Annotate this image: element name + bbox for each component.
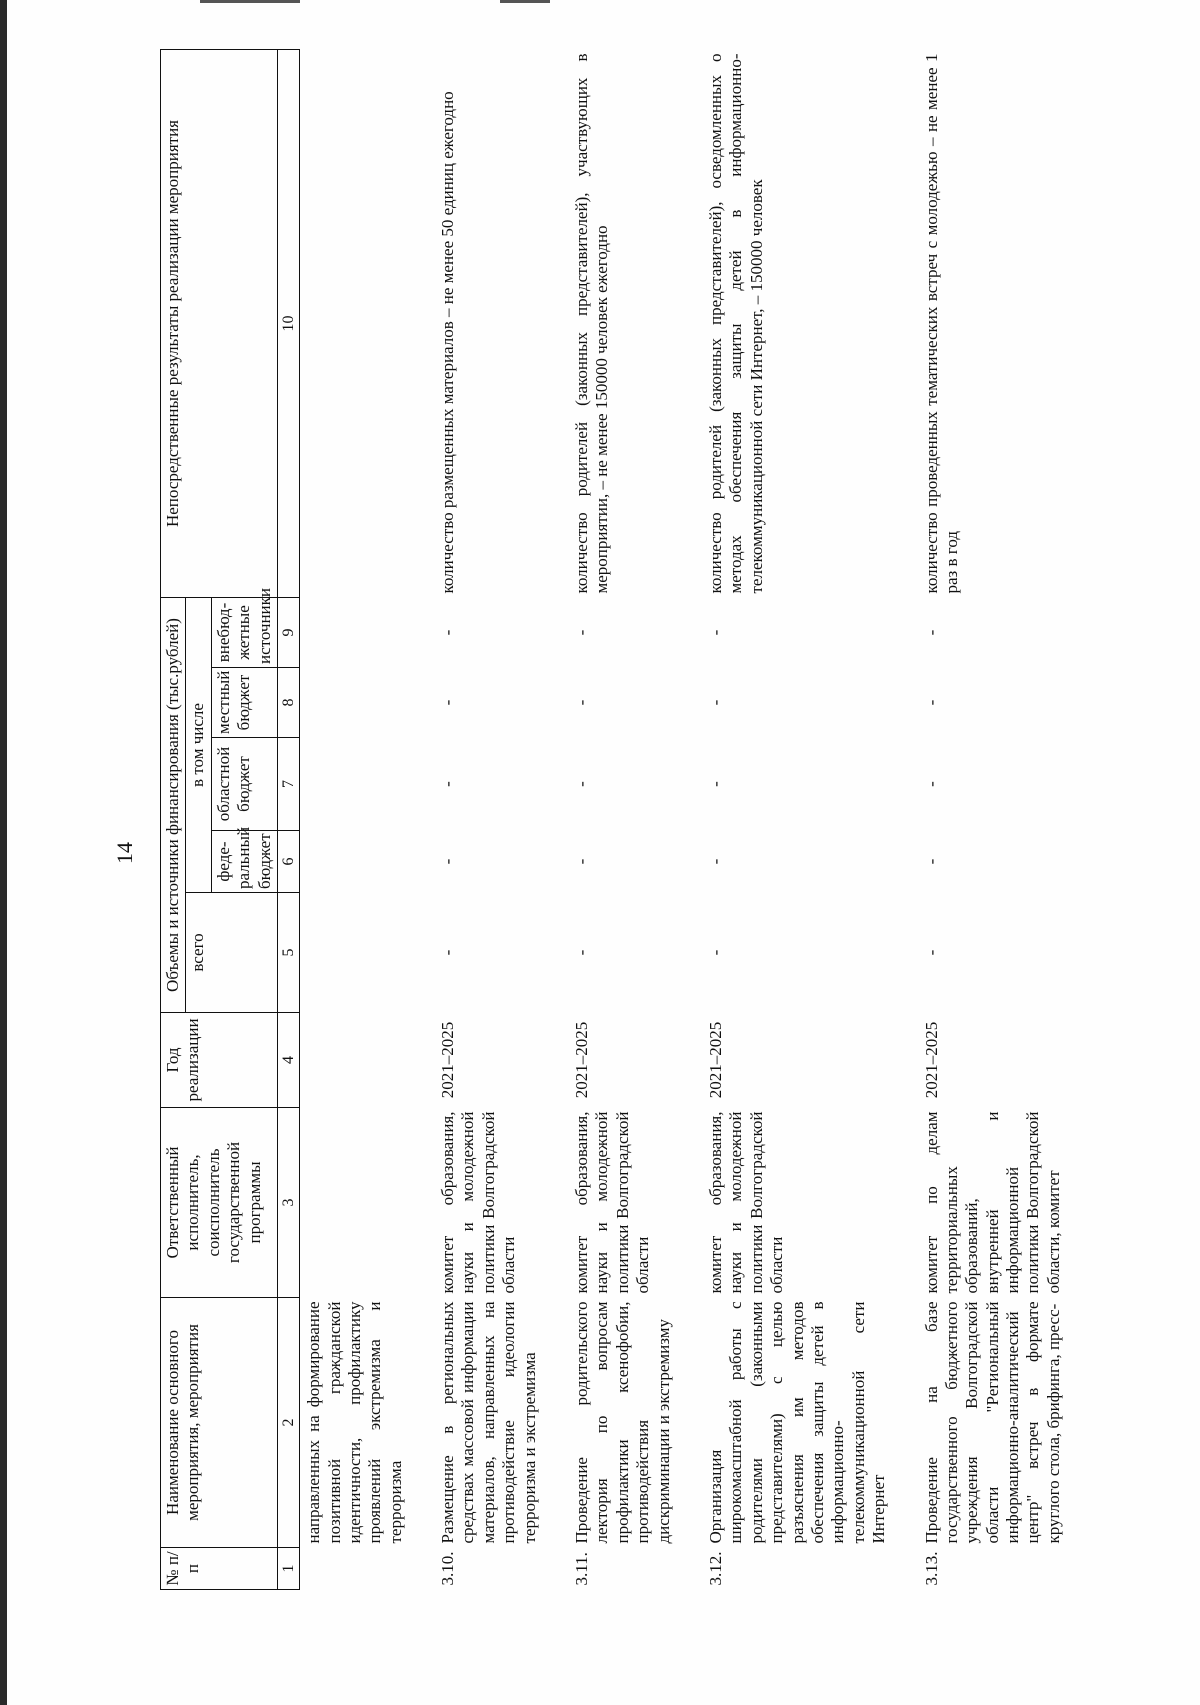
row-offbudget: - — [438, 629, 458, 636]
row-name: Проведение родительского лектория по вопросам профилактики ксенофобии, противодействия дискриминации и экстремизму — [572, 1301, 673, 1544]
program-table — [160, 49, 1064, 1590]
row-total: - — [706, 949, 725, 956]
rotated-page — [160, 50, 1130, 1590]
row-number: 3.13. — [921, 1551, 941, 1586]
row-result: количество родителей (законных представителей), осведомленных о методах обеспечения защиты детей в информационно-телекоммуникационной сети Интернет, – 150000 человек — [706, 53, 766, 594]
header-offbudget: внебюд-жетные источники — [211, 598, 277, 668]
scan-edge — [200, 0, 300, 3]
row-total: - — [438, 949, 458, 956]
col-number-10: 10 — [277, 50, 299, 598]
row-number: 3.11. — [572, 1552, 592, 1586]
row-total: - — [572, 949, 592, 956]
row-federal: - — [572, 858, 592, 865]
header-executor: Ответственный исполнитель, соисполнитель государственной программы — [161, 1108, 278, 1298]
row-name: Размещение в региональных средствах массовой информации материалов, направленных на противодействие идеологии терроризма и экстремизма — [438, 1301, 539, 1544]
row-result: количество размещенных материалов – не менее 50 единиц ежегодно — [438, 91, 458, 594]
row-regional: - — [706, 781, 725, 787]
row-regional: - — [572, 781, 592, 787]
header-funding: Объемы и источники финансирования (тыс.рублей) — [161, 598, 186, 1013]
row-offbudget: - — [572, 629, 592, 636]
header-number: № п/п — [161, 1548, 278, 1590]
col-number-7: 7 — [277, 738, 299, 831]
row-regional: - — [438, 781, 458, 787]
row-year: 2021–2025 — [438, 1021, 458, 1099]
row-local: - — [572, 699, 592, 706]
row-result: количество родителей (законных представителей), участвующих в мероприятии, – не менее 150000 человек ежегодно — [572, 53, 612, 594]
row-offbudget: - — [706, 629, 725, 636]
header-name: Наименование основного мероприятия, мероприятия — [161, 1298, 278, 1548]
header-federal: феде-ральный бюджет — [211, 831, 277, 893]
row-executor: комитет образования, науки и молодежной политики Волгоградской области — [438, 1111, 519, 1294]
col-number-4: 4 — [277, 1013, 299, 1108]
row-name: Организация широкомасштабной работы с родителями (законными представителями) с целью разъяснения им методов обеспечения защиты детей в информационно-телекоммуникационной сети Интернет — [706, 1301, 889, 1544]
row-year: 2021–2025 — [921, 1021, 941, 1099]
table-row — [406, 50, 540, 1590]
row-executor: комитет образования, науки и молодежной политики Волгоградской области — [706, 1111, 787, 1294]
col-number-3: 3 — [277, 1108, 299, 1298]
row-local: - — [706, 699, 725, 706]
row-name: Проведение на базе государственного бюджетного учреждения Волгоградской области "Региональный информационно-аналитический центр" встреч в формате круглого стола, брифинга, пресс- — [921, 1301, 1063, 1544]
row-executor: комитет образования, науки и молодежной политики Волгоградской области — [572, 1111, 653, 1294]
header-local: местный бюджет — [211, 668, 277, 738]
table-row — [300, 50, 406, 1590]
row-federal: - — [438, 858, 458, 865]
scan-edge — [0, 0, 7, 1705]
row-local: - — [921, 699, 941, 706]
col-number-5: 5 — [277, 893, 299, 1013]
row-federal: - — [921, 858, 941, 865]
continuation-text: направленных на формирование позитивной гражданской идентичности, профилактику проявлений экстремизма и терроризма — [304, 1301, 405, 1544]
row-local: - — [438, 699, 458, 706]
table-row — [540, 50, 674, 1590]
row-total: - — [921, 949, 941, 956]
header-year: Год реализации — [161, 1013, 278, 1108]
row-number: 3.10. — [438, 1551, 458, 1586]
row-year: 2021–2025 — [706, 1021, 725, 1099]
row-offbudget: - — [921, 629, 941, 636]
col-number-1: 1 — [277, 1548, 299, 1590]
row-number: 3.12. — [706, 1551, 725, 1586]
row-federal: - — [706, 858, 725, 865]
table-row — [890, 50, 1065, 1590]
col-number-6: 6 — [277, 831, 299, 893]
col-number-9: 9 — [277, 598, 299, 668]
page-number: 14 — [112, 842, 137, 864]
header-regional: областной бюджет — [211, 738, 277, 831]
table-row — [674, 50, 890, 1590]
col-number-2: 2 — [277, 1298, 299, 1548]
row-year: 2021–2025 — [572, 1021, 592, 1099]
header-total: всего — [186, 893, 278, 1013]
col-number-8: 8 — [277, 668, 299, 738]
header-result: Непосредственные результаты реализации мероприятия — [161, 50, 278, 598]
scan-edge — [500, 0, 550, 3]
row-executor: комитет по делам территориальных образований, внутренней и информационной политики Волгоградской области, комитет — [921, 1111, 1063, 1294]
row-regional: - — [921, 781, 941, 787]
row-result: количество проведенных тематических встреч с молодежью – не менее 1 раз в год — [921, 53, 961, 594]
header-including: в том числе — [186, 598, 211, 893]
